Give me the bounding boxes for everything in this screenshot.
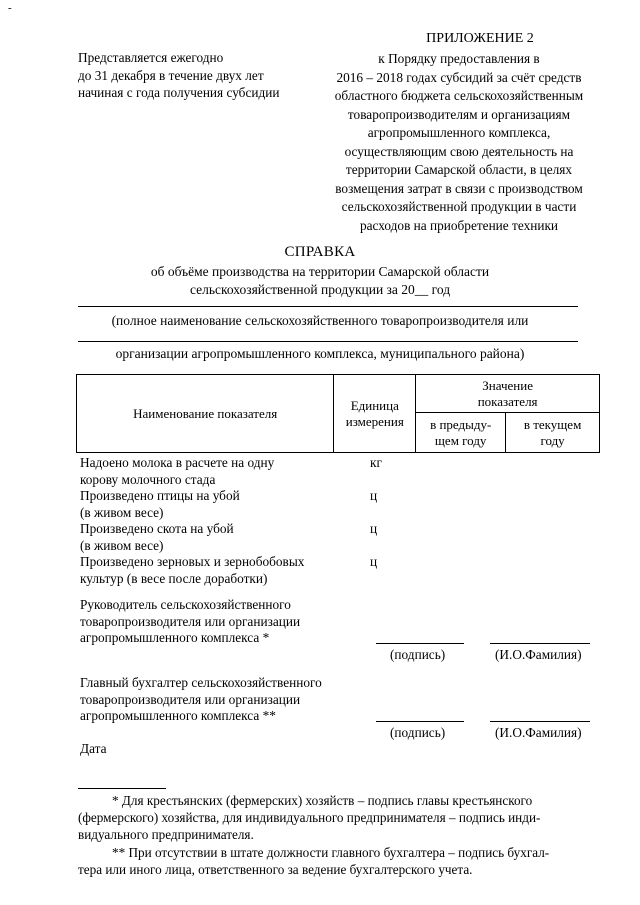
- row-name: Произведено птицы на убой: [80, 488, 240, 503]
- table-row: [80, 455, 410, 488]
- date-label: Дата: [80, 741, 107, 756]
- name-caption: (И.О.Фамилия): [495, 647, 582, 662]
- table-row: [80, 488, 410, 521]
- row-name: (в живом весе): [80, 537, 164, 553]
- appendix-line: расходов на приобретение техники: [359, 217, 559, 233]
- document-subtitle: об объёме производства на территории Самарской области: [150, 264, 490, 279]
- appendix-line: агропромышленного комплекса,: [367, 125, 551, 140]
- row-unit: ц: [370, 521, 378, 536]
- fill-line: [78, 306, 578, 307]
- appendix-line: к Порядку предоставления в: [378, 51, 540, 66]
- appendix-line: товаропроизводителям и организациям: [347, 106, 571, 122]
- row-name: Произведено зерновых и зернобобовых: [80, 554, 305, 569]
- signature-caption: (подпись): [390, 647, 446, 662]
- submission-note: [78, 49, 279, 102]
- column-header-name: Наименование показателя: [77, 375, 334, 453]
- row-name: Надоено молока в расчете на одну: [80, 455, 275, 470]
- table-row: [80, 554, 410, 587]
- appendix-line: сельскохозяйственной продукции в части: [341, 199, 577, 214]
- footnote-2: ** При отсутствии в штате должности главного бухгалтера – подпись бухгал- тера или иного лица, ответственного за ведение бухгалтерского учета.: [78, 845, 550, 877]
- appendix-reference: [322, 50, 596, 235]
- head-name-line: [490, 643, 590, 644]
- document-title: СПРАВКА: [284, 244, 356, 260]
- fill-line-caption: организации агропромышленного комплекса, муниципального района): [115, 346, 525, 361]
- indicator-table: [76, 374, 600, 453]
- submission-note-line: до 31 декабря в течение двух лет: [78, 67, 264, 83]
- appendix-line: областного бюджета сельскохозяйственным: [334, 88, 584, 103]
- row-name: корову молочного стада: [80, 471, 216, 487]
- accountant-name-line: [490, 721, 590, 722]
- submission-note-line: начиная с года получения субсидии: [78, 85, 280, 100]
- column-header-current-year: в текущем году: [506, 413, 600, 453]
- fill-line-caption: (полное наименование сельскохозяйственного товаропроизводителя или: [111, 313, 529, 328]
- row-unit: кг: [370, 455, 382, 470]
- footnote-separator: [78, 788, 166, 789]
- appendix-line: возмещения затрат в связи с производством: [335, 180, 583, 196]
- row-unit: ц: [370, 554, 378, 569]
- head-signature-line: [376, 643, 464, 644]
- table-row: [80, 521, 410, 554]
- signature-caption: (подпись): [390, 725, 446, 740]
- name-caption: (И.О.Фамилия): [495, 725, 582, 740]
- column-header-value: Значение показателя: [416, 375, 600, 413]
- row-name: Произведено скота на убой: [80, 521, 234, 536]
- column-header-unit: Единица измерения: [334, 375, 416, 453]
- accountant-signature-label: Главный бухгалтер сельскохозяйственного товаропроизводителя или организации агропромышленного комплекса **: [80, 675, 322, 723]
- appendix-line: осуществляющим свою деятельность на: [344, 143, 574, 159]
- appendix-line: 2016 – 2018 годах субсидий за счёт средств: [336, 69, 582, 85]
- column-header-previous-year: в предыду- щем году: [416, 413, 506, 453]
- appendix-line: территории Самарской области, в целях: [345, 162, 573, 177]
- row-name: (в живом весе): [80, 504, 164, 520]
- appendix-title: ПРИЛОЖЕНИЕ 2: [426, 31, 534, 46]
- row-name: культур (в весе после доработки): [80, 570, 268, 586]
- document-subtitle: сельскохозяйственной продукции за 20__ год: [189, 282, 451, 297]
- footnote-1: * Для крестьянских (фермерских) хозяйств – подпись главы крестьянского (фермерского) хозяйства, для индивидуального предпринимателя – подпись инди- видуального предпринимателя.: [78, 793, 541, 842]
- head-signature-label: Руководитель сельскохозяйственного товаропроизводителя или организации агропромышленного комплекса *: [80, 597, 301, 645]
- row-unit: ц: [370, 488, 378, 503]
- submission-note-line: Представляется ежегодно: [78, 50, 224, 65]
- fill-line: [78, 341, 578, 342]
- corner-mark: -: [8, 2, 12, 14]
- accountant-signature-line: [376, 721, 464, 722]
